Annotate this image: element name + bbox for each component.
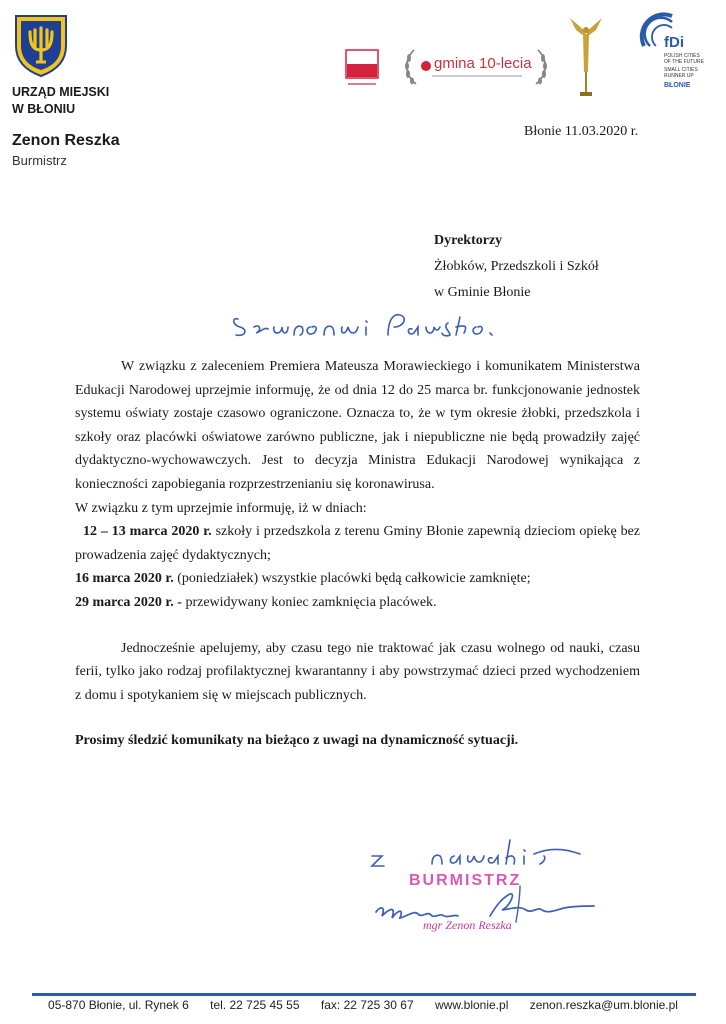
handwritten-signature — [370, 876, 610, 936]
date-item-3-date: 29 marca 2020 r. - — [75, 594, 182, 610]
addressee — [434, 228, 599, 306]
date-item-1-date: 12 – 13 marca 2020 r. — [83, 524, 212, 540]
paragraph-2: Jednocześnie apelujemy, aby czasu tego nie traktować jak czasu wolnego od nauki, czasu ferii, tylko jako rodzaj profilaktycznej kwarantanny i aby powstrzymać dzieci przed wychodzeniem z domu i spotykaniem się w miejscach publicznych. — [75, 640, 640, 703]
polish-flag-logo-icon — [340, 46, 384, 90]
fdi-text — [664, 53, 704, 79]
date-item-3-text: przewidywany koniec zamknięcia placówek. — [181, 594, 437, 610]
letter-date: Błonie 11.03.2020 r. — [524, 124, 639, 139]
fdi-line2: OF THE FUTURE — [664, 59, 704, 65]
addressee-line1: Dyrektorzy — [434, 233, 503, 248]
footer-web-link[interactable]: www.blonie.pl — [434, 998, 509, 1012]
fdi-place: BŁONIE — [664, 82, 691, 89]
date-item-2 — [75, 567, 640, 591]
coat-of-arms-icon — [12, 12, 70, 78]
handwritten-salutation — [228, 305, 528, 345]
handwritten-closing — [368, 834, 588, 876]
footer-divider — [32, 993, 696, 996]
date-item-1-text: szkoły i przedszkola z terenu Gminy Błonie zapewnią dzieciom opiekę bez prowadzenia zajęć dydaktycznych; — [75, 524, 641, 563]
fdi-line4: RUNNER UP — [664, 73, 694, 79]
fdi-line3: SMALL CITIES — [664, 67, 698, 73]
date-item-3 — [75, 591, 640, 615]
intro-dates: W związku z tym uprzejmie informuję, iż w dniach: — [75, 500, 367, 516]
office-line1: URZĄD MIEJSKI — [12, 85, 110, 99]
gmina-10-lecia-logo — [402, 44, 550, 88]
footer — [0, 998, 726, 1012]
footer-address: 05-870 Błonie, ul. Rynek 6 — [48, 998, 189, 1012]
office-line2: W BŁONIU — [12, 102, 76, 116]
mayor-name: Zenon Reszka — [12, 132, 120, 149]
spacer — [75, 615, 640, 637]
footer-email-link[interactable]: zenon.reszka@um.blonie.pl — [529, 998, 678, 1012]
office-name — [12, 84, 109, 118]
paragraph-1: W związku z zaleceniem Premiera Mateusza Morawieckiego i komunikatem Ministerstwa Edukacji Narodowej uprzejmie informuję, że od dnia 12 do 25 marca br. funkcjonowanie jednostek systemu oświaty zostaje czasowo ograniczone. Oznacza to, że w tym okresie żłobki, przedszkola i szkoły oraz placówki oświatowe zarówno publiczne, jak i niepubliczne nie będą prowadziły zajęć dydaktyczno-wychowawczych. Jest to decyzja Ministra Edukacji Narodowej wynikająca z konieczności zapobiegania rozprzestrzenianiu się koronawirusa. — [75, 359, 640, 492]
spacer — [75, 707, 640, 729]
letter-body — [75, 355, 640, 753]
date-item-2-date: 16 marca 2020 r. — [75, 571, 174, 587]
date-item-1 — [75, 520, 640, 567]
date-item-2-text: (poniedziałek) wszystkie placówki będą całkowicie zamknięte; — [173, 571, 531, 587]
footer-tel: tel. 22 725 45 55 — [210, 998, 300, 1012]
gmina-logo-text: gmina 10-lecia — [434, 55, 532, 72]
stamp-title: BURMISTRZ — [409, 872, 522, 889]
closing-statement: Prosimy śledzić komunikaty na bieżąco z uwagi na dynamiczność sytuacji. — [75, 733, 519, 749]
angel-statue-icon — [568, 14, 604, 98]
fdi-mark: fDi — [664, 34, 684, 51]
fdi-award-logo — [632, 12, 716, 96]
addressee-line2: Żłobków, Przedszkoli i Szkół — [434, 259, 599, 274]
mayor-title: Burmistrz — [12, 153, 67, 168]
addressee-line3: w Gminie Błonie — [434, 285, 531, 300]
fdi-line1: POLISH CITIES — [664, 53, 700, 59]
footer-fax: fax: 22 725 30 67 — [320, 998, 414, 1012]
stamp-name: mgr Zenon Reszka — [423, 918, 512, 932]
